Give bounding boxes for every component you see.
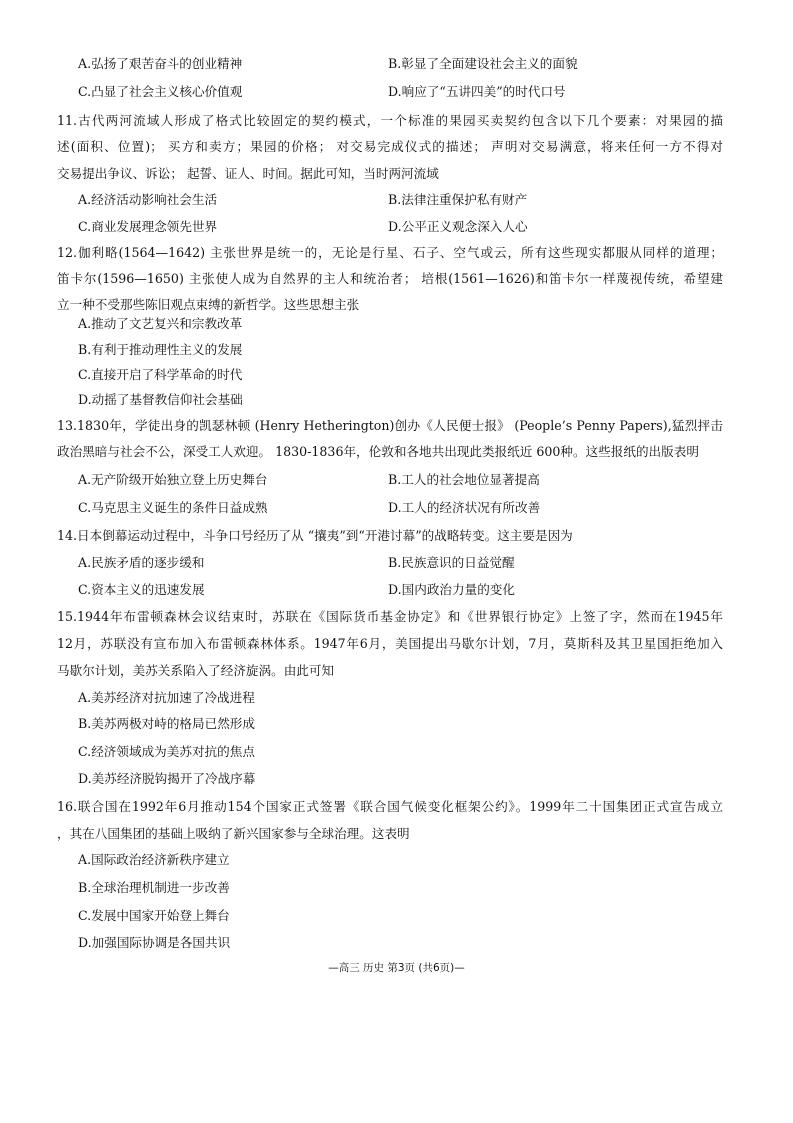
q15-option-c: C.经济领域成为美苏对抗的焦点	[78, 744, 255, 759]
q11-option-c: C.商业发展理念领先世界	[78, 219, 218, 234]
q14-option-b: B.民族意识的日益觉醒	[388, 555, 515, 570]
q12-option-d: D.动摇了基督教信仰社会基础	[78, 392, 243, 407]
q11-stem-line-2: 述(面积、位置)； 买方和卖方；果园的价格； 对交易完成仪式的描述； 声明对交易满意，将来任何一方不得对	[57, 139, 723, 154]
q16-option-c: C.发展中国家开始登上舞台	[78, 908, 230, 923]
q11-option-b: B.法律注重保护私有财产	[388, 192, 528, 207]
q15-stem-line-2: 12月，苏联没有宣布加入布雷顿森林体系。1947年6月，美国提出马歇尔计划，7月，莫斯科及其卫星国拒绝加入	[57, 636, 723, 651]
q16-option-d: D.加强国际协调是各国共识	[78, 935, 231, 950]
q12-option-b: B.有利于推动理性主义的发展	[78, 342, 243, 357]
q14-option-a: A.民族矛盾的逐步缓和	[78, 555, 205, 570]
q11-stem-line-1: 11.古代两河流域人形成了格式比较固定的契约模式，一个标准的果园买卖契约包含以下几个要素：对果园的描	[57, 113, 723, 128]
q12-stem-line-3: 立一种不受那些陈旧观点束缚的新哲学。这些思想主张	[57, 297, 360, 312]
q15-option-d: D.美苏经济脱钩揭开了冷战序幕	[78, 771, 256, 786]
q16-stem-line-2: ，其在八国集团的基础上吸纳了新兴国家参与全球治理。这表明	[57, 826, 410, 841]
q12-stem-line-2: 笛卡尔(1596—1650) 主张使人成为自然界的主人和统治者； 培根(1561—1626)和笛卡尔一样蔑视传统，希望建	[57, 271, 723, 286]
q12-stem-line-1: 12.伽利略(1564—1642) 主张世界是统一的，无论是行星、石子、空气或云，所有这些现实都服从同样的道理；	[57, 245, 723, 260]
q16-option-b: B.全球治理机制进一步改善	[78, 880, 230, 895]
q11-option-d: D.公平正义观念深入人心	[388, 219, 528, 234]
q10-option-d: D.响应了“五讲四美”的时代口号	[388, 84, 566, 99]
q11-stem-line-3: 交易提出争议、诉讼； 起誓、证人、时间。据此可知，当时两河流域	[57, 166, 439, 181]
q12-option-a: A.推动了文艺复兴和宗教改革	[78, 316, 243, 331]
q13-option-d: D.工人的经济状况有所改善	[388, 500, 541, 515]
q13-option-b: B.工人的社会地位显著提高	[388, 472, 540, 487]
q15-option-b: B.美苏两极对峙的格局已然形成	[78, 716, 255, 731]
q11-option-a: A.经济活动影响社会生活	[78, 192, 218, 207]
q13-stem-line-1: 13.1830年，学徒出身的凯瑟林顿 (Henry Hetherington)创办《人民便士报》 (People’s Penny Papers),猛烈抨击	[57, 418, 723, 433]
q15-stem-line-3: 马歇尔计划，美苏关系陷入了经济旋涡。由此可知	[57, 663, 335, 678]
q13-option-a: A.无产阶级开始独立登上历史舞台	[78, 472, 268, 487]
page-footer: —高三 历史 第3页 (共6页)—	[328, 962, 465, 974]
q10-option-a: A.弘扬了艰苦奋斗的创业精神	[78, 56, 243, 71]
q16-stem-line-1: 16.联合国在1992年6月推动154个国家正式签署《联合国气候变化框架公约》。1999年二十国集团正式宣告成立	[57, 799, 723, 814]
q13-stem-line-2: 政治黑暗与社会不公，深受工人欢迎。 1830-1836年，伦敦和各地共出现此类报纸近 600种。这些报纸的出版表明	[57, 444, 699, 459]
q14-option-c: C.资本主义的迅速发展	[78, 582, 205, 597]
q13-option-c: C.马克思主义诞生的条件日益成熟	[78, 500, 268, 515]
q10-option-c: C.凸显了社会主义核心价值观	[78, 84, 243, 99]
q15-option-a: A.美苏经济对抗加速了冷战进程	[78, 690, 255, 705]
q16-option-a: A.国际政治经济新秩序建立	[78, 852, 230, 867]
q12-option-c: C.直接开启了科学革命的时代	[78, 367, 243, 382]
q10-option-b: B.彰显了全面建设社会主义的面貌	[388, 56, 578, 71]
q15-stem-line-1: 15.1944年布雷顿森林会议结束时，苏联在《国际货币基金协定》和《世界银行协定》上签了字，然而在1945年	[57, 609, 723, 624]
q14-stem-line-1: 14.日本倒幕运动过程中，斗争口号经历了从 “攘夷”到“开港讨幕”的战略转变。这主要是因为	[57, 528, 573, 543]
q14-option-d: D.国内政治力量的变化	[388, 582, 515, 597]
